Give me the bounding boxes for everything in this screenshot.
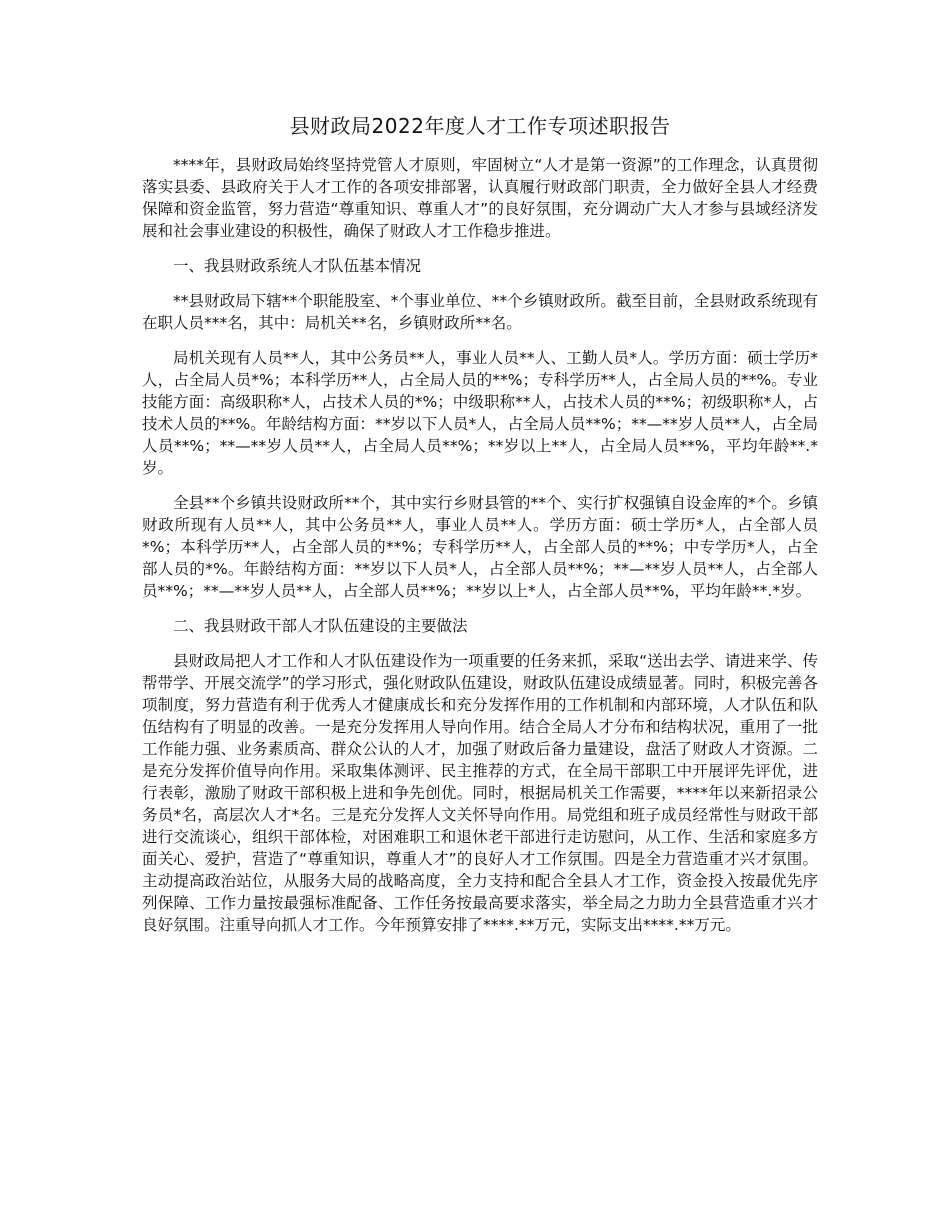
section-1-heading: 一、我县财政系统人才队伍基本情况 bbox=[173, 257, 422, 275]
section-2-heading: 二、我县财政干部人才队伍建设的主要做法 bbox=[173, 617, 468, 635]
document-title: 县财政局2022年度人才工作专项述职报告 bbox=[289, 114, 671, 138]
section-1-paragraph-1: **县财政局下辖**个职能股室、*个事业单位、**个乡镇财政所。截至目前，全县财政系统现有在职人员***名，其中：局机关**名，乡镇财政所**名。 bbox=[142, 292, 818, 332]
intro-paragraph: ****年，县财政局始终坚持党管人才原则，牢固树立“人才是第一资源”的工作理念，认真贯彻落实县委、县政府关于人才工作的各项安排部署，认真履行财政部门职责，全力做好全县人才经费保障和资金监管，努力营造“尊重知识、尊重人才”的良好氛围，充分调动广大人才参与县域经济发展和社会事业建设的积极性，确保了财政人才工作稳步推进。 bbox=[142, 156, 818, 240]
section-1-paragraph-2: 局机关现有人员**人，其中公务员**人，事业人员**人、工勤人员*人。学历方面：硕士学历*人，占全局人员*%；本科学历**人，占全局人员的**%；专科学历**人，占全局人员的**%。专业技能方面：高级职称*人，占技术人员的*%；中级职称**人，占技术人员的**%；初级职称*人，占技术人员的**%。年龄结构方面：**岁以下人员*人，占全局人员**%；**—**岁人员**人，占全局人员**%；**—**岁人员**人，占全局人员**%；**岁以上**人，占全局人员**%，平均年龄**.*岁。 bbox=[142, 349, 818, 477]
document-page bbox=[142, 110, 818, 949]
section-2-paragraph-1: 县财政局把人才工作和人才队伍建设作为一项重要的任务来抓，采取“送出去学、请进来学、传帮带学、开展交流学”的学习形式，强化财政队伍建设，财政队伍建设成绩显著。同时，积极完善各项制度，努力营造有利于优秀人才健康成长和充分发挥作用的工作机制和内部环境，人才队伍和队伍结构有了明显的改善。一是充分发挥用人导向作用。结合全局人才分布和结构状况，重用了一批工作能力强、业务素质高、群众公认的人才，加强了财政后备力量建设，盘活了财政人才资源。二是充分发挥价值导向作用。采取集体测评、民主推荐的方式，在全局干部职工中开展评先评优，进行表彰，激励了财政干部积极上进和争先创优。同时，根据局机关工作需要，****年以来新招录公务员*名，高层次人才*名。三是充分发挥人文关怀导向作用。局党组和班子成员经常性与财政干部进行交流谈心，组织干部体检，对困难职工和退休老干部进行走访慰问，从工作、生活和家庭多方面关心、爱护，营造了“尊重知识，尊重人才”的良好人才工作氛围。四是全力营造重才兴才氛围。主动提高政治站位，从服务大局的战略高度，全力支持和配合全县人才工作，资金投入按最优先序列保障、工作力量按最强标准配备、工作任务按最高要求落实，举全局之力助力全县营造重才兴才良好氛围。注重导向抓人才工作。今年预算安排了****.**万元，实际支出****.**万元。 bbox=[142, 652, 818, 934]
section-1-paragraph-3: 全县**个乡镇共设财政所**个，其中实行乡财县管的**个、实行扩权强镇自设金库的*个。乡镇财政所现有人员**人，其中公务员**人，事业人员**人。学历方面：硕士学历*人，占全部人员*%；本科学历**人，占全部人员的**%；专科学历**人，占全部人员的**%；中专学历*人，占全部人员的*%。年龄结构方面：**岁以下人员*人，占全部人员**%；**—**岁人员**人，占全部人员**%；**—**岁人员**人，占全部人员**%；**岁以上*人，占全部人员**%，平均年龄**.*岁。 bbox=[142, 494, 818, 600]
